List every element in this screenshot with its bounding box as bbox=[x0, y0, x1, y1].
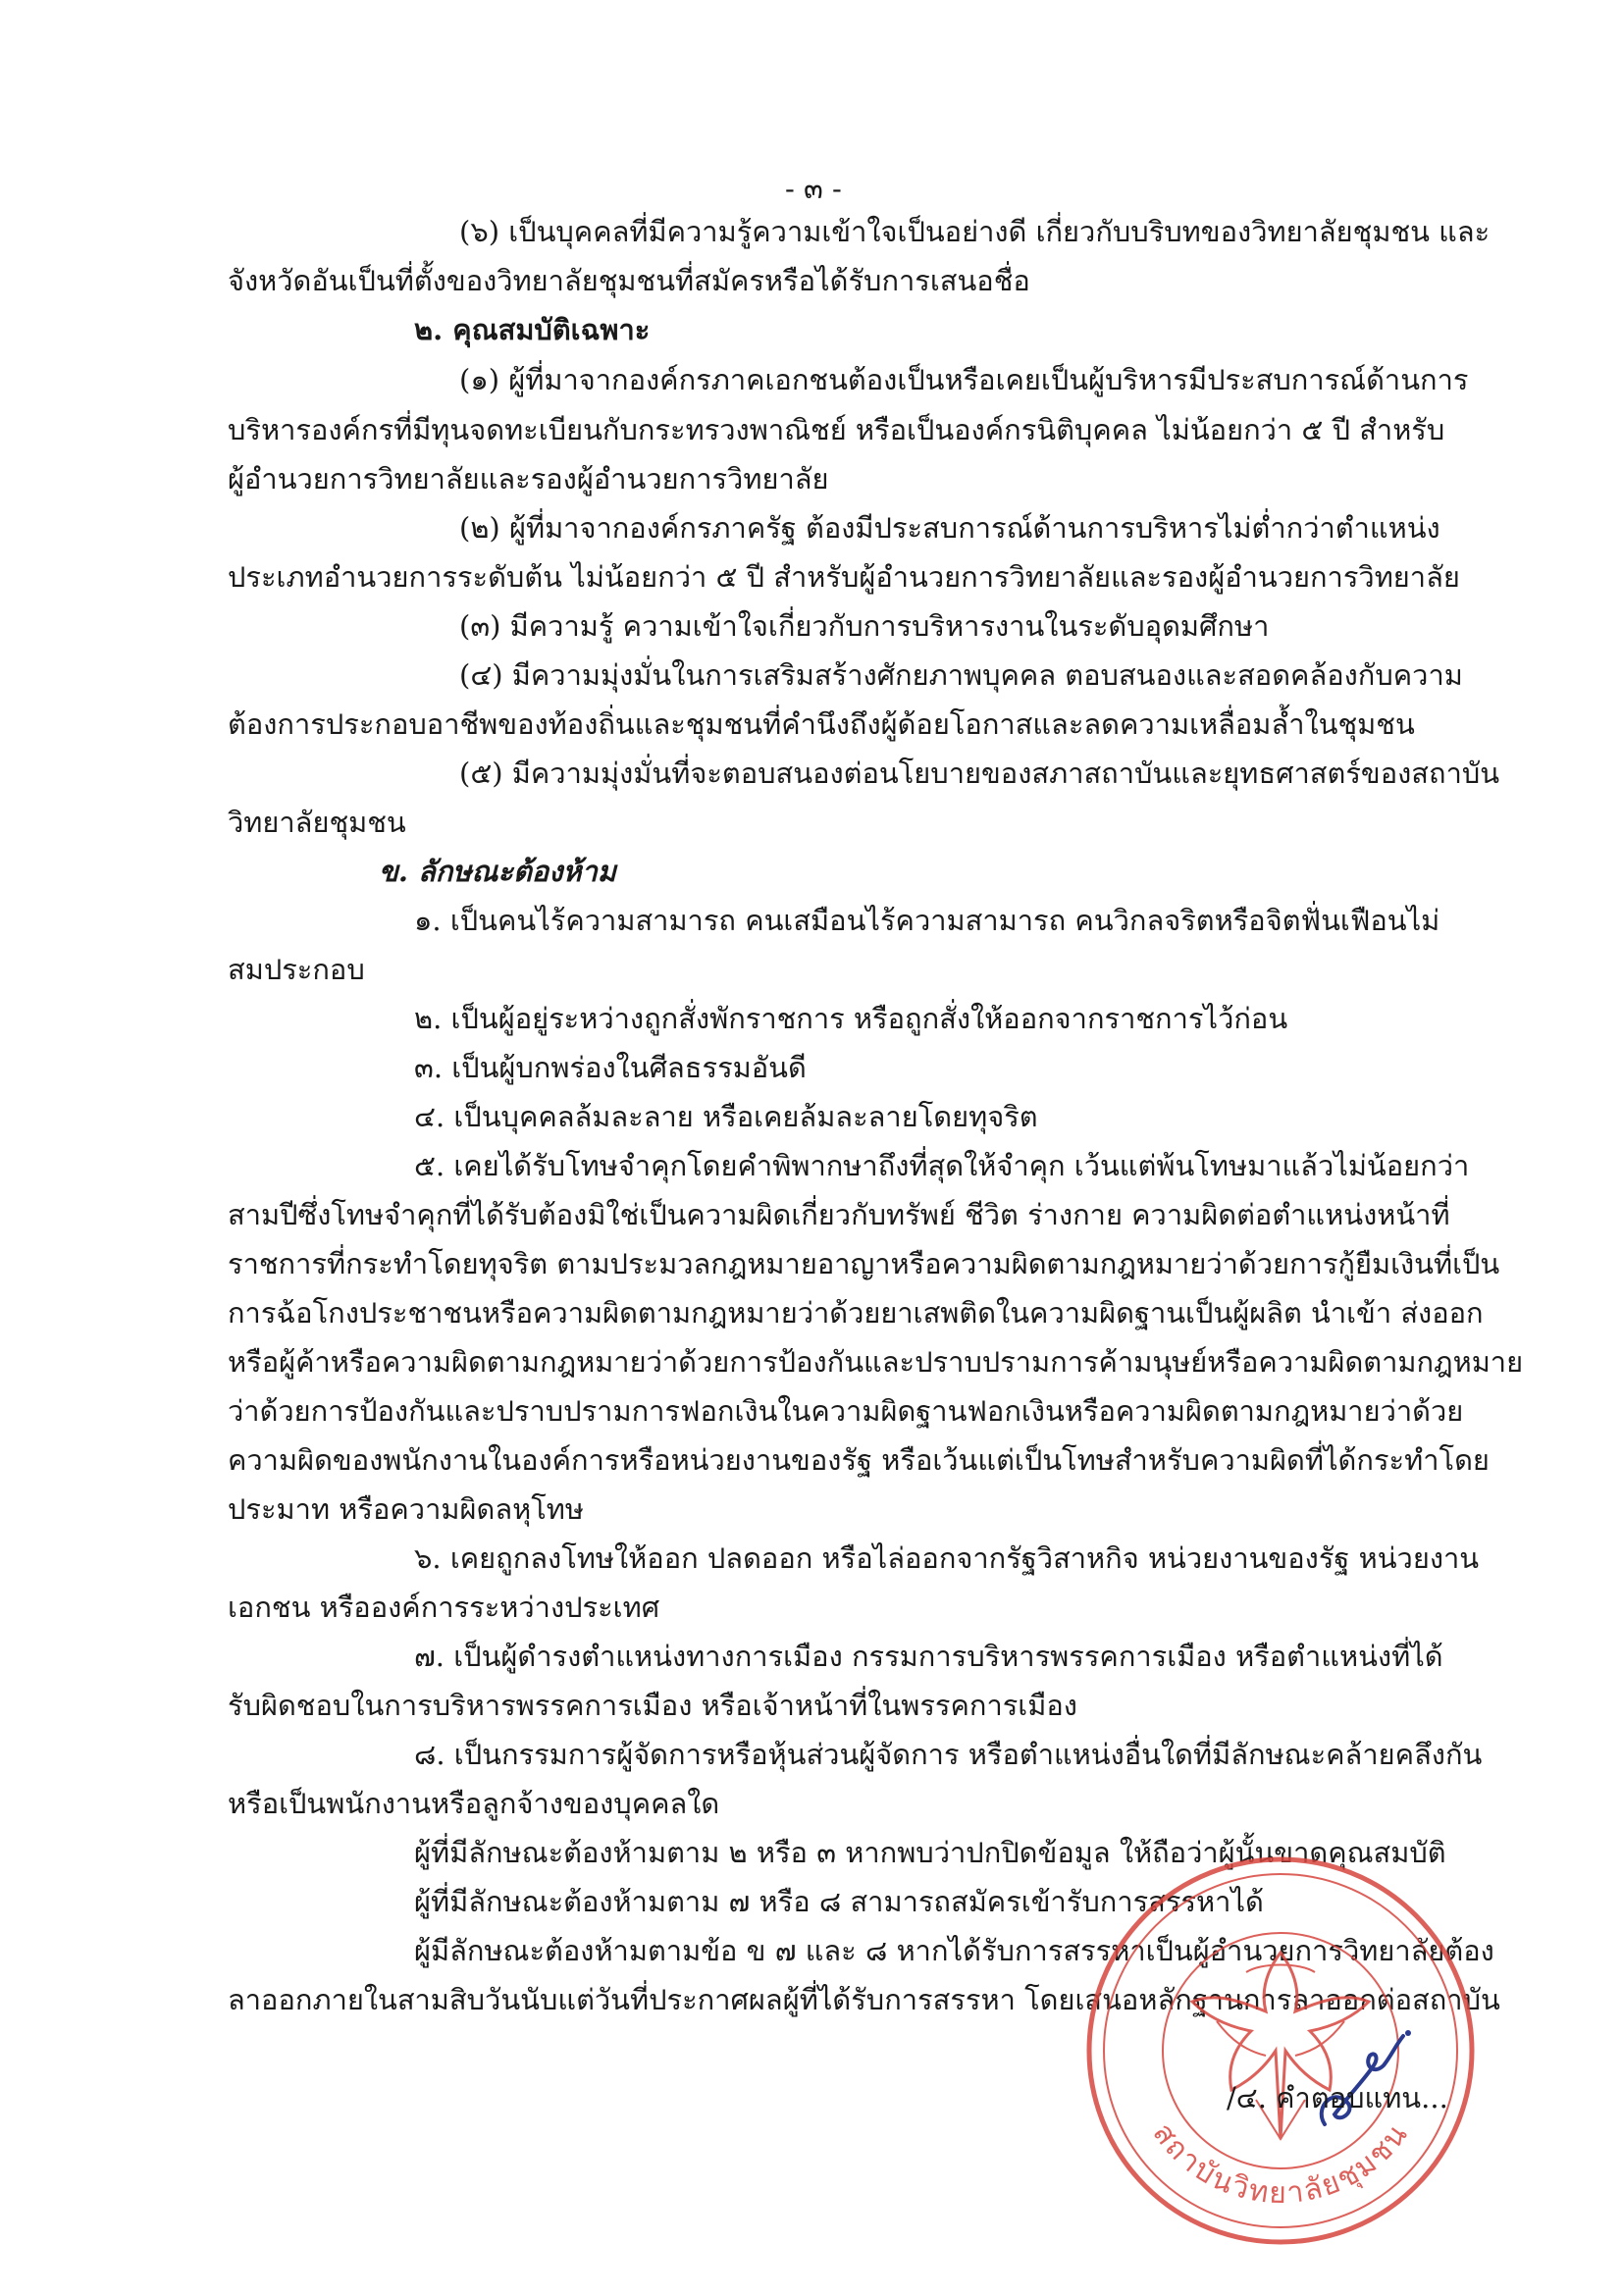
paragraph-line: หรือเป็นพนักงานหรือลูกจ้างของบุคคลใด bbox=[228, 1787, 720, 1820]
paragraph-line: ต้องการประกอบอาชีพของท้องถิ่นและชุมชนที่คำนึงถึงผู้ด้อยโอกาสและลดความเหลื่อมล้ำในชุมชน bbox=[228, 707, 1415, 741]
paragraph-line: ผู้มีลักษณะต้องห้ามตามข้อ ข ๗ และ ๘ หากได้รับการสรรหาเป็นผู้อำนวยการวิทยาลัยต้อง bbox=[414, 1934, 1494, 1967]
paragraph-line: จังหวัดอันเป็นที่ตั้งของวิทยาลัยชุมชนที่สมัครหรือได้รับการเสนอชื่อ bbox=[228, 264, 1030, 297]
paragraph-line: สมประกอบ bbox=[228, 953, 365, 986]
section-heading: ข. ลักษณะต้องห้าม bbox=[379, 855, 616, 888]
paragraph-line: (๑) ผู้ที่มาจากองค์กรภาคเอกชนต้องเป็นหรือเคยเป็นผู้บริหารมีประสบการณ์ด้านการ bbox=[459, 363, 1469, 396]
paragraph-line: ความผิดของพนักงานในองค์การหรือหน่วยงานของรัฐ หรือเว้นแต่เป็นโทษสำหรับความผิดที่ได้กระทำโดย bbox=[228, 1443, 1490, 1477]
paragraph-line: ๑. เป็นคนไร้ความสามารถ คนเสมือนไร้ความสามารถ คนวิกลจริตหรือจิตฟั่นเฟือนไม่ bbox=[414, 904, 1440, 937]
paragraph-line: วิทยาลัยชุมชน bbox=[228, 806, 406, 839]
paragraph-line: ว่าด้วยการป้องกันและปราบปรามการฟอกเงินในความผิดฐานฟอกเงินหรือความผิดตามกฎหมายว่าด้วย bbox=[228, 1394, 1464, 1428]
paragraph-line: ๖. เคยถูกลงโทษให้ออก ปลดออก หรือไล่ออกจากรัฐวิสาหกิจ หน่วยงานของรัฐ หน่วยงาน bbox=[414, 1541, 1480, 1575]
paragraph-line: (๓) มีความรู้ ความเข้าใจเกี่ยวกับการบริหารงานในระดับอุดมศึกษา bbox=[459, 609, 1270, 643]
svg-text:สถาบันวิทยาลัยชุมชน bbox=[1146, 2116, 1416, 2211]
section-heading: ๒. คุณสมบัติเฉพาะ bbox=[414, 313, 651, 346]
paragraph-line: การฉ้อโกงประชาชนหรือความผิดตามกฎหมายว่าด้วยยาเสพติดในความผิดฐานเป็นผู้ผลิต นำเข้า ส่งออก bbox=[228, 1296, 1484, 1330]
paragraph-line: รับผิดชอบในการบริหารพรรคการเมือง หรือเจ้าหน้าที่ในพรรคการเมือง bbox=[228, 1689, 1077, 1722]
paragraph-line: หรือผู้ค้าหรือความผิดตามกฎหมายว่าด้วยการป้องกันและปราบปรามการค้ามนุษย์หรือความผิดตามกฎหมาย bbox=[228, 1345, 1524, 1379]
paragraph-line: เอกชน หรือองค์การระหว่างประเทศ bbox=[228, 1591, 660, 1624]
paragraph-line: (๖) เป็นบุคคลที่มีความรู้ความเข้าใจเป็นอย่างดี เกี่ยวกับบริบทของวิทยาลัยชุมชน และ bbox=[459, 215, 1491, 248]
paragraph-line: ๗. เป็นผู้ดำรงตำแหน่งทางการเมือง กรรมการบริหารพรรคการเมือง หรือตำแหน่งที่ได้ bbox=[414, 1640, 1443, 1673]
paragraph-line: บริหารองค์กรที่มีทุนจดทะเบียนกับกระทรวงพาณิชย์ หรือเป็นองค์กรนิติบุคคล ไม่น้อยกว่า ๕ ปี สำหรับ bbox=[228, 413, 1445, 446]
seal-text: สถาบันวิทยาลัยชุมชน bbox=[1145, 2116, 1416, 2212]
paragraph-line: (๕) มีความมุ่งมั่นที่จะตอบสนองต่อนโยบายของสภาสถาบันและยุทธศาสตร์ของสถาบัน bbox=[459, 757, 1500, 790]
paragraph-line: ราชการที่กระทำโดยทุจริต ตามประมวลกฎหมายอาญาหรือความผิดตามกฎหมายว่าด้วยการกู้ยืมเงินที่เป็น bbox=[228, 1247, 1500, 1280]
paragraph-line: ผู้ที่มีลักษณะต้องห้ามตาม ๗ หรือ ๘ สามารถสมัครเข้ารับการสรรหาได้ bbox=[414, 1885, 1264, 1918]
paragraph-line: (๒) ผู้ที่มาจากองค์กรภาครัฐ ต้องมีประสบการณ์ด้านการบริหารไม่ต่ำกว่าตำแหน่ง bbox=[459, 511, 1440, 545]
paragraph-line: ประมาท หรือความผิดลหุโทษ bbox=[228, 1492, 585, 1526]
paragraph-line: ๓. เป็นผู้บกพร่องในศีลธรรมอันดี bbox=[414, 1051, 807, 1084]
paragraph-line: ๔. เป็นบุคคลล้มละลาย หรือเคยล้มละลายโดยทุจริต bbox=[414, 1100, 1038, 1133]
paragraph-line: ๕. เคยได้รับโทษจำคุกโดยคำพิพากษาถึงที่สุดให้จำคุก เว้นแต่พ้นโทษมาแล้วไม่น้อยกว่า bbox=[414, 1149, 1470, 1182]
paragraph-line: ลาออกภายในสามสิบวันนับแต่วันที่ประกาศผลผู้ที่ได้รับการสรรหา โดยเสนอหลักฐานการลาออกต่อสถาบัน bbox=[228, 1983, 1500, 2016]
paragraph-line: ๒. เป็นผู้อยู่ระหว่างถูกสั่งพักราชการ หรือถูกสั่งให้ออกจากราชการไว้ก่อน bbox=[414, 1002, 1288, 1035]
continuation-note: /๔. คำตอบแทน... bbox=[1227, 2081, 1448, 2114]
paragraph-line: ผู้ที่มีลักษณะต้องห้ามตาม ๒ หรือ ๓ หากพบว่าปกปิดข้อมูล ให้ถือว่าผู้นั้นขาดคุณสมบัติ bbox=[414, 1836, 1446, 1869]
paragraph-line: ผู้อำนวยการวิทยาลัยและรองผู้อำนวยการวิทยาลัย bbox=[228, 462, 829, 496]
paragraph-line: ประเภทอำนวยการระดับต้น ไม่น้อยกว่า ๕ ปี สำหรับผู้อำนวยการวิทยาลัยและรองผู้อำนวยการวิทยาลัย bbox=[228, 560, 1460, 594]
paragraph-line: ๘. เป็นกรรมการผู้จัดการหรือหุ้นส่วนผู้จัดการ หรือตำแหน่งอื่นใดที่มีลักษณะคล้ายคลึงกัน bbox=[414, 1738, 1483, 1771]
paragraph-line: (๔) มีความมุ่งมั่นในการเสริมสร้างศักยภาพบุคคล ตอบสนองและสอดคล้องกับความ bbox=[459, 658, 1463, 692]
page-number: - ๓ - bbox=[785, 172, 842, 205]
paragraph-line: สามปีซึ่งโทษจำคุกที่ได้รับต้องมิใช่เป็นความผิดเกี่ยวกับทรัพย์ ชีวิต ร่างกาย ความผิดต่อตำแหน่งหน้าที่ bbox=[228, 1198, 1450, 1231]
